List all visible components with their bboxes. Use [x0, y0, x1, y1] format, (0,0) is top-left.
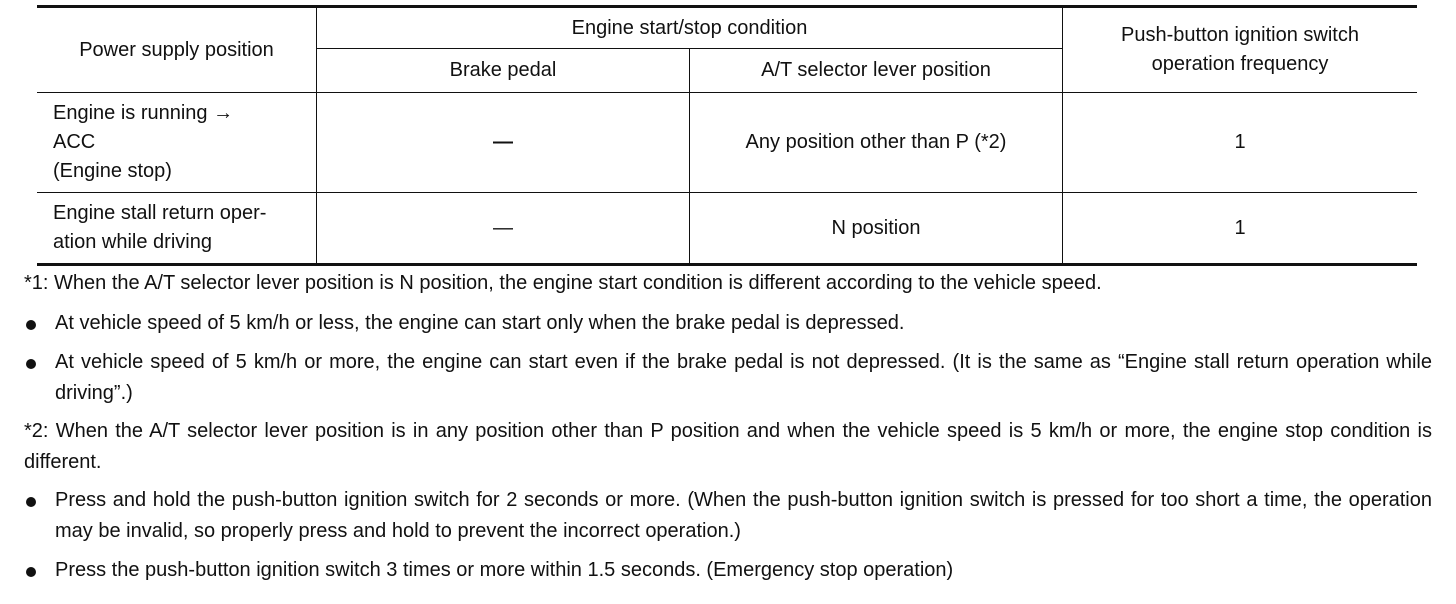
footnote-1-bullet	[24, 308, 1432, 339]
bullet-text: At vehicle speed of 5 km/h or less, the engine can start only when the brake pedal is depressed.	[55, 312, 905, 334]
table-bottom-border	[37, 263, 1417, 266]
power-position-line: ACC	[53, 131, 96, 153]
bullet-dot-icon	[26, 567, 36, 577]
power-position-line: ation while driving	[53, 231, 212, 253]
power-position-line: Engine is running →	[53, 102, 234, 124]
header-brake-pedal: Brake pedal	[449, 59, 557, 81]
table-row-2-brake-pedal: —	[493, 216, 513, 239]
table-row-1-frequency: 1	[1234, 131, 1246, 153]
table-row-1-power-position	[53, 93, 315, 192]
footnote-2-bullet	[24, 555, 1432, 586]
table-row-2-frequency: 1	[1234, 216, 1246, 239]
table-row-1-brake-pedal: —	[493, 131, 513, 153]
header-engine-start-stop-condition: Engine start/stop condition	[571, 16, 808, 39]
bullet-text: Press the push-button ignition switch 3 times or more within 1.5 seconds. (Emergency stop operation)	[55, 559, 954, 581]
footnote-1-bullet	[24, 347, 1432, 409]
footnote-2-bullet	[24, 485, 1432, 547]
header-selector-lever-position: A/T selector lever position	[761, 59, 991, 81]
power-position-line: (Engine stop)	[53, 160, 172, 182]
footnote-1: *1: When the A/T selector lever position is N position, the engine start condition is different according to the vehicle speed.	[24, 272, 1102, 294]
bullet-dot-icon	[26, 320, 36, 330]
bullet-dot-icon	[26, 497, 36, 507]
bullet-text: Press and hold the push-button ignition switch for 2 seconds or more. (When the push-button ignition switch is pressed for too short a time, the operation may be invalid, so properly press and hold to prevent the incorrect operation.)	[55, 489, 1432, 542]
bullet-text: At vehicle speed of 5 km/h or more, the engine can start even if the brake pedal is not depressed. (It is the same as “Engine stall return operation while driving”.)	[55, 351, 1432, 404]
power-position-line: Engine stall return oper-	[53, 202, 267, 224]
footnote-2: *2: When the A/T selector lever position is in any position other than P position and when the vehicle speed is 5 km/h or more, the engine stop condition is different.	[24, 420, 1432, 473]
bullet-dot-icon	[26, 359, 36, 369]
header-operation-frequency: Push-button ignition switch operation frequency	[1121, 24, 1359, 75]
table-row-2-selector-lever: N position	[831, 216, 921, 239]
table-row-1-selector-lever: Any position other than P (*2)	[745, 131, 1007, 153]
table-row-2-power-position	[53, 193, 315, 263]
header-power-supply-position: Power supply position	[79, 38, 274, 61]
